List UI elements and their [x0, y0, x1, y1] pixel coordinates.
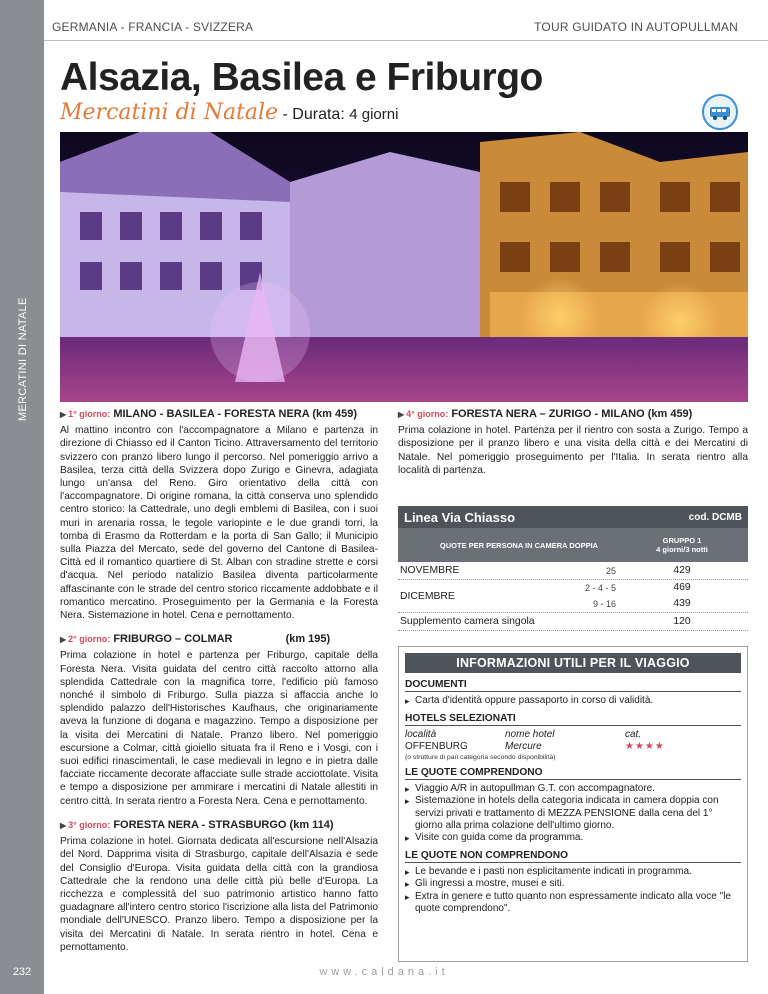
day-4-number: 4° giorno: [406, 409, 449, 419]
price-column-headers [398, 528, 748, 562]
day-3-route: FORESTA NERA - STRASBURGO [113, 818, 287, 831]
price-row-values [616, 563, 748, 579]
hotel-header-location: località [405, 729, 437, 741]
day-3-number: 3° giorno: [68, 819, 111, 830]
day-2-number: 2° giorno: [68, 634, 111, 645]
price-value: 469 [673, 582, 691, 593]
included-item: ▸ Visite con guida come da programma. [405, 832, 741, 844]
day-4 [398, 408, 748, 477]
header-divider [44, 40, 768, 41]
hotel-location: OFFENBURG [405, 741, 468, 753]
price-col-group [616, 536, 748, 554]
day-1-text: Al mattino incontro con l'accompagnatore a Milano e partenza in direzione di Chiasso ed il Canton Ticino. Attraversamento del territorio svizzero con pranzo libero lungo il percorso. Nel pomeriggio arrivo a Basilea, terza città della Svizzera dopo Zurigo e Ginevra, adagiata lungo un'ansa del Reno. Giro orientativo della città con l'accompagnatore. Di origine romana, la città conserva uno splendido centro storico: la Cattedrale, uno degli emblemi di Basilea, con i suoi muri in arenaria rossa, le tegole variopinte e le due grandi torri, la tomba di Erasmo da Rotterdam e la porta di San Gallo; il Municipio sulla Piazza del Mercato, sede del governo del Cantone di Basilea-Città ed il romantico quartiere di St. Alban con stradine strette e corsi d'acqua. Nel periodo natalizio Basilea diventa particolarmente affascinante con le strade del centro storico riccamente addobbate e il romantico mercatino. Proseguimento per la Germania e la Foresta Nera. Sistemazione in hotel. Cena e pernottamento. [60, 425, 378, 622]
bullet-arrow-icon: ▶ [60, 820, 67, 830]
included-title: LE QUOTE COMPRENDONO [405, 767, 741, 780]
day-4-km: (km 459) [647, 408, 693, 420]
price-table [398, 506, 748, 631]
day-1-km: (km 459) [312, 408, 357, 420]
info-box [398, 646, 748, 962]
day-4-route: FORESTA NERA – ZURIGO - MILANO [451, 408, 645, 420]
price-value: 439 [673, 598, 691, 609]
hotel-note: (o strutture di pari categoria secondo disponibilità) [405, 754, 556, 762]
price-row-single-supplement [398, 613, 748, 631]
hotels-title: HOTELS SELEZIONATI [405, 713, 741, 726]
price-code: cod. DCMB [688, 511, 742, 523]
hotels-grid [405, 729, 741, 753]
page-subtitle [60, 100, 398, 125]
header-countries: GERMANIA - FRANCIA - SVIZZERA [52, 20, 254, 34]
price-row-label: DICEMBRE [400, 590, 455, 602]
sidebar [0, 0, 44, 994]
day-1 [60, 408, 378, 622]
duration-label: Durata: [292, 106, 350, 123]
day-2 [60, 633, 378, 808]
documents-title: DOCUMENTI [405, 679, 741, 692]
documents-item: ▸ Carta d'identità oppure passaporto in corso di validità. [405, 695, 741, 707]
header-tour-type: TOUR GUIDATO IN AUTOPULLMAN [534, 20, 738, 34]
price-row-values [616, 614, 748, 630]
price-value: 120 [673, 615, 691, 627]
price-row-dates [578, 563, 616, 579]
price-row-label: NOVEMBRE [400, 565, 460, 576]
bullet-arrow-icon: ▶ [398, 410, 405, 419]
price-row-november [398, 562, 748, 580]
itinerary-right-column [398, 408, 748, 488]
hotel-header-name: nome hotel [505, 729, 555, 741]
day-3-km: (km 114) [289, 818, 334, 831]
sidebar-label-text: MERCATINI DI NATALE [17, 297, 29, 421]
price-row-values [616, 580, 748, 612]
footer-website: www.caldana.it [319, 966, 449, 978]
included-item: ▸ Viaggio A/R in autopullman G.T. con accompagnatore. [405, 783, 741, 795]
hero-photo-christmas-market [60, 132, 748, 402]
hotel-header-category: cat. [625, 729, 642, 741]
price-row-december [398, 580, 748, 613]
price-date: 9 - 16 [592, 599, 616, 609]
price-date: 2 - 4 - 5 [584, 583, 616, 593]
price-row-label: Supplemento camera singola [400, 616, 535, 627]
price-date: 25 [605, 565, 616, 576]
excluded-title: LE QUOTE NON COMPRENDONO [405, 850, 741, 863]
day-3-text: Prima colazione in hotel. Giornata dedicata all'escursione nell'Alsazia del Nord. Dapprima visita di Strasburgo, capitale dell'Alsazia e sede del Consiglio d'Europa. Visita guidata della città con la grandiosa Cattedrale che la rendono una delle città più belle d'Europa. La ricchezza e complessità del suo patrimonio artistico hanno fatto guadagnare all'intero centro storico l'iscrizione alla lista del Patrimonio mondiale dell'UNESCO. Pranzo libero. Tempo a disposizione per la visita dei Mercatini di Natale. In serata rientro in hotel. Cena e pernottamento. [60, 836, 378, 953]
price-value: 429 [673, 564, 691, 576]
page-number: 232 [12, 966, 32, 978]
bus-tour-icon [702, 94, 738, 130]
duration-value: 4 giorni [349, 106, 399, 123]
sidebar-label [8, 297, 38, 430]
day-2-text: Prima colazione in hotel e partenza per Friburgo, capitale della Foresta Nera. Visita guidata del centro città raccolto attorno alla splendida Cattedrale con la magnifica torre, l'edificio più famoso nonché il simbolo di Friburgo. Sulla piazza si affaccia anche lo splendido palazzo dell'Historisches Kaufhaus, che originariamente aveva la funzione di dogana e magazzino. Tempo a disposizione per la visita dei Mercatini di Natale. Pranzo libero. Nel pomeriggio escursione a Colmar, città gioiello situata fra il Reno e i Vosgi, con i suoi edifici rinascimentali, le case medievali in legno e in pietra dalle facciate riccamente decorate affacciate sulle strade acciottolate. Visita e tempo a disposizione per ammirare i mercatini di Natale allestiti in centro città. In serata rientro a Foresta Nera. Cena e pernottamento. [60, 650, 378, 807]
itinerary-left-column [60, 408, 378, 965]
day-1-route: MILANO - BASILEA - FORESTA NERA [113, 408, 310, 420]
day-3-heading [60, 819, 378, 832]
price-col-quote: QUOTE PER PERSONA IN CAMERA DOPPIA [439, 540, 599, 550]
day-2-route: FRIBURGO – COLMAR [113, 633, 233, 646]
excluded-item: ▸ Extra in genere e tutto quanto non espressamente indicato alla voce "le quote comprendono". [405, 891, 741, 915]
documents-section [405, 679, 741, 707]
price-col-group-line1: GRUPPO 1 [662, 536, 702, 545]
excluded-item: ▸ Le bevande e i pasti non esplicitamente indicati in programma. [405, 866, 741, 878]
day-2-heading [60, 633, 378, 646]
subtitle-separator: - [278, 106, 293, 123]
excluded-section [405, 850, 741, 915]
excluded-item: ▸ Gli ingressi a mostre, musei e siti. [405, 878, 741, 890]
hotel-category-stars: ★★★★ [625, 741, 665, 753]
day-4-text: Prima colazione in hotel. Partenza per il rientro con sosta a Zurigo. Tempo a disposizione per il pranzo libero e una visita della città e dei Mercatini di Natale. Nel pomeriggio proseguimento per l'Italia. In serata rientro alla località di partenza. [398, 425, 748, 476]
price-table-header [398, 506, 748, 528]
day-2-km: (km 195) [285, 633, 331, 646]
included-item: ▸ Sistemazione in hotels della categoria indicata in camera doppia con servizi privati e trattamento di MEZZA PENSIONE dalla cena del 1° giorno alla prima colazione dell'ultimo giorno. [405, 795, 741, 832]
day-4-heading [398, 408, 748, 421]
price-col-group-line2: 4 giorni/3 notti [656, 545, 708, 554]
day-3 [60, 819, 378, 954]
included-section [405, 767, 741, 844]
subtitle-script: Mercatini di Natale [60, 100, 279, 125]
price-row-dates [578, 580, 616, 612]
bullet-arrow-icon: ▶ [60, 410, 67, 419]
price-line-name: Linea Via Chiasso [404, 509, 516, 525]
day-1-heading [60, 408, 378, 421]
hotel-name: Mercure [505, 741, 542, 753]
day-1-number: 1° giorno: [68, 409, 111, 419]
page-title: Alsazia, Basilea e Friburgo [60, 56, 543, 99]
info-title: INFORMAZIONI UTILI PER IL VIAGGIO [405, 653, 741, 673]
bullet-arrow-icon: ▶ [60, 635, 67, 645]
hotels-section [405, 713, 741, 761]
